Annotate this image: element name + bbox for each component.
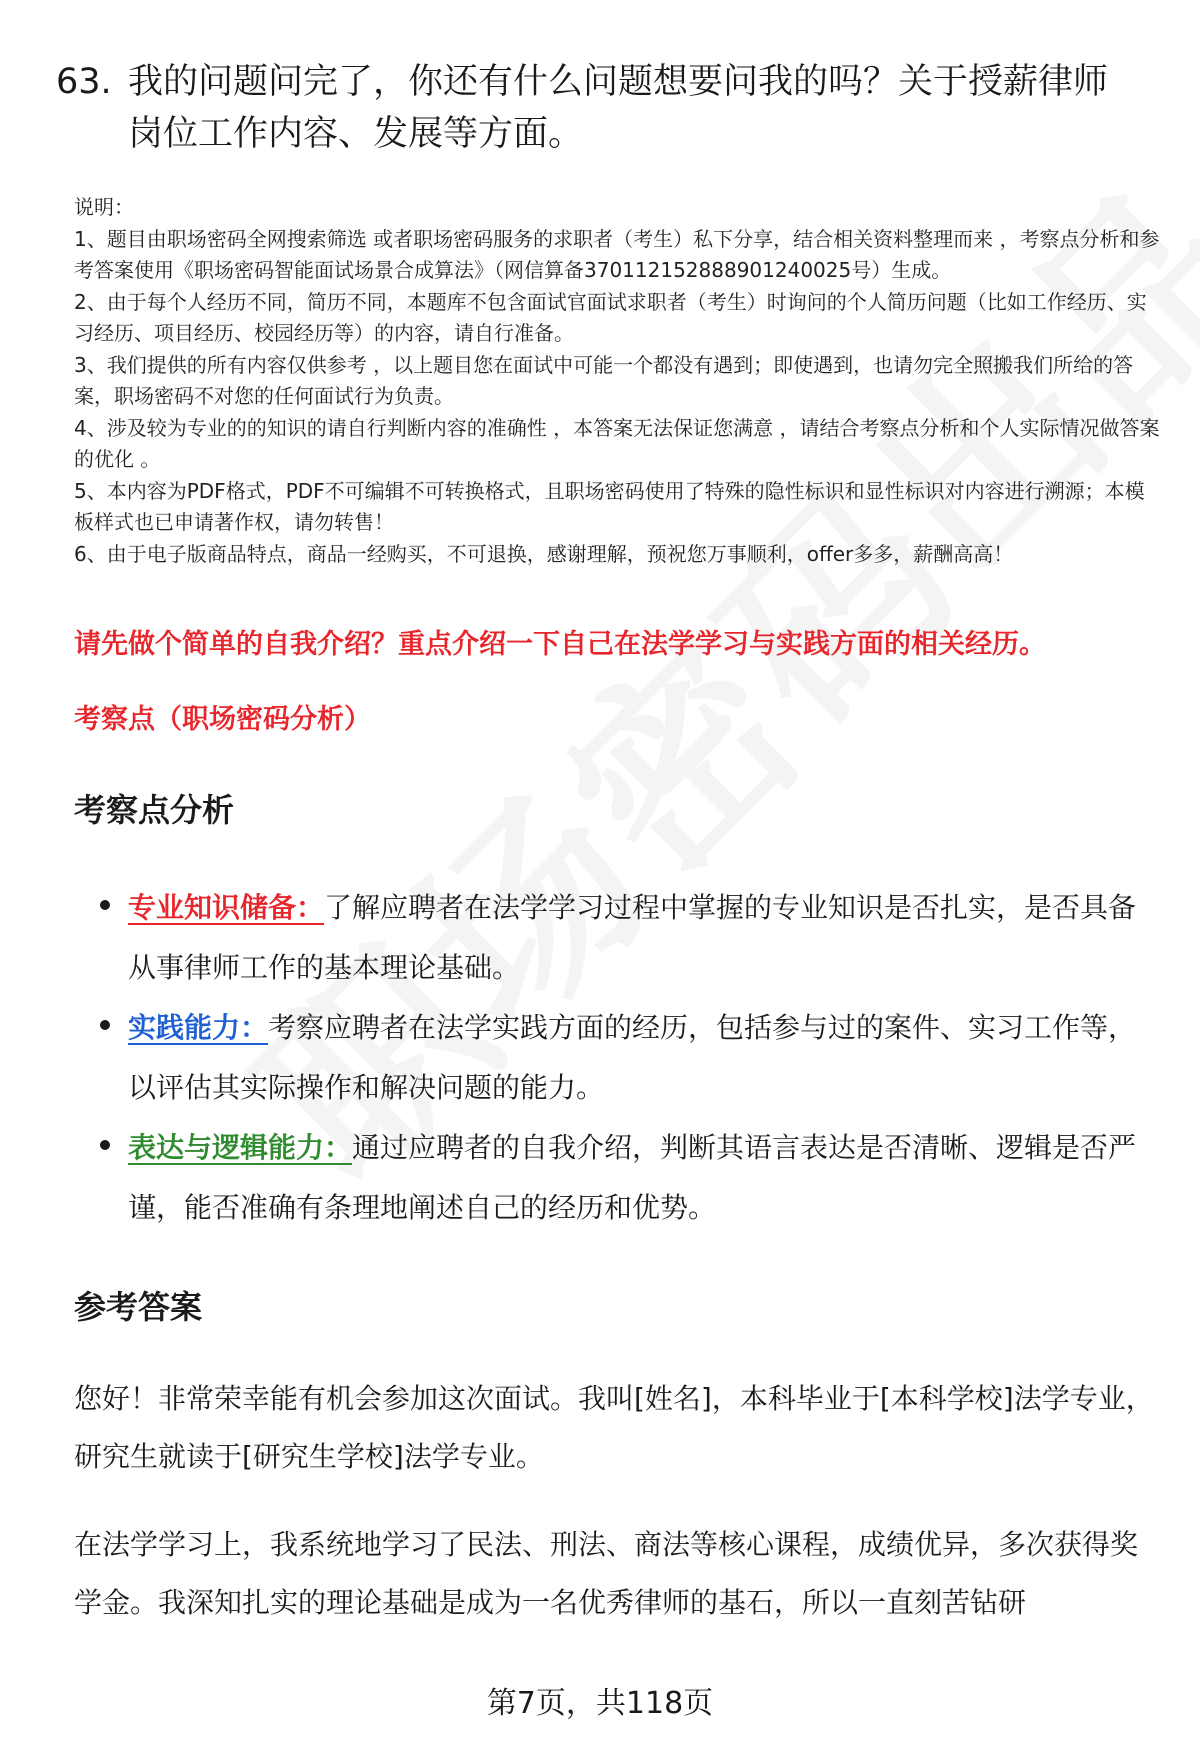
note-item: 2、由于每个人经历不同，简历不同，本题库不包含面试官面试求职者（考生）时询问的个人简历问题（比如工作经历、实习经历、项目经历、校园经历等）的内容，请自行准备。 [74,289,1147,345]
analysis-item-text: 通过应聘者的自我介绍，判断其语言表达是否清晰、逻辑是否严谨，能否准确有条理地阐述自己的经历和优势。 [128,1131,1137,1224]
page-footer: 第7页，共118页 [486,1686,714,1721]
question-line-1: 我的问题问完了，你还有什么问题想要问我的吗？关于授薪律师 [128,62,1109,102]
analysis-item-key: 表达与逻辑能力： [128,1131,353,1164]
note-item: 1、题目由职场密码全网搜索筛选 或者职场密码服务的求职者（考生）私下分享，结合相关资料整理而来 ，考察点分析和参考答案使用《职场密码智能面试场景合成算法》（网信算备370112152888901240025号）生成。 [74,226,1160,282]
analysis-list [100,878,1150,1238]
note-item: 5、本内容为PDF格式，PDF不可编辑不可转换格式，且职场密码使用了特殊的隐性标识和显性标识对内容进行溯源；本模板样式也已申请著作权，请勿转售！ [74,478,1145,534]
answer-paragraph: 在法学学习上，我系统地学习了民法、刑法、商法等核心课程，成绩优异，多次获得奖学金。我深知扎实的理论基础是成为一名优秀律师的基石，所以一直刻苦钻研 [74,1528,1139,1619]
question-number: 63. [56,62,112,102]
bullet-dot-icon [100,900,110,910]
analysis-item-key: 实践能力： [128,1011,269,1044]
answer-paragraph: 您好！非常荣幸能有机会参加这次面试。我叫[姓名]，本科毕业于[本科学校]法学专业，研究生就读于[研究生学校]法学专业。 [74,1382,1154,1473]
analysis-heading: 考察点分析 [74,791,235,829]
analysis-item [100,878,1150,998]
sub-question-label: 考察点（职场密码分析） [74,704,371,735]
analysis-item-text: 考察应聘者在法学实践方面的经历，包括参与过的案件、实习工作等，以评估其实际操作和解决问题的能力。 [128,1011,1137,1104]
note-item: 3、我们提供的所有内容仅供参考 ，以上题目您在面试中可能一个都没有遇到；即使遇到，也请勿完全照搬我们所给的答案，职场密码不对您的任何面试行为负责。 [74,352,1134,408]
analysis-item-key: 专业知识储备： [128,891,325,924]
question-title [56,56,1136,160]
analysis-item [100,998,1150,1118]
bullet-dot-icon [100,1140,110,1150]
note-item: 6、由于电子版商品特点，商品一经购买，不可退换，感谢理解，预祝您万事顺利，offer多多，薪酬高高！ [74,541,1014,566]
question-line-2: 岗位工作内容、发展等方面。 [128,114,584,154]
note-item: 4、涉及较为专业的的知识的请自行判断内容的准确性 ，本答案无法保证您满意 ，请结合考察点分析和个人实际情况做答案的优化 。 [74,415,1160,471]
notes-heading: 说明： [74,195,134,219]
answer-heading: 参考答案 [74,1288,203,1326]
analysis-item-text: 了解应聘者在法学学习过程中掌握的专业知识是否扎实，是否具备从事律师工作的基本理论基础。 [128,891,1137,984]
bullet-dot-icon [100,1020,110,1030]
sub-question: 请先做个简单的自我介绍？重点介绍一下自己在法学学习与实践方面的相关经历。 [74,629,1046,660]
notes-section [74,192,1164,570]
analysis-item [100,1118,1150,1238]
